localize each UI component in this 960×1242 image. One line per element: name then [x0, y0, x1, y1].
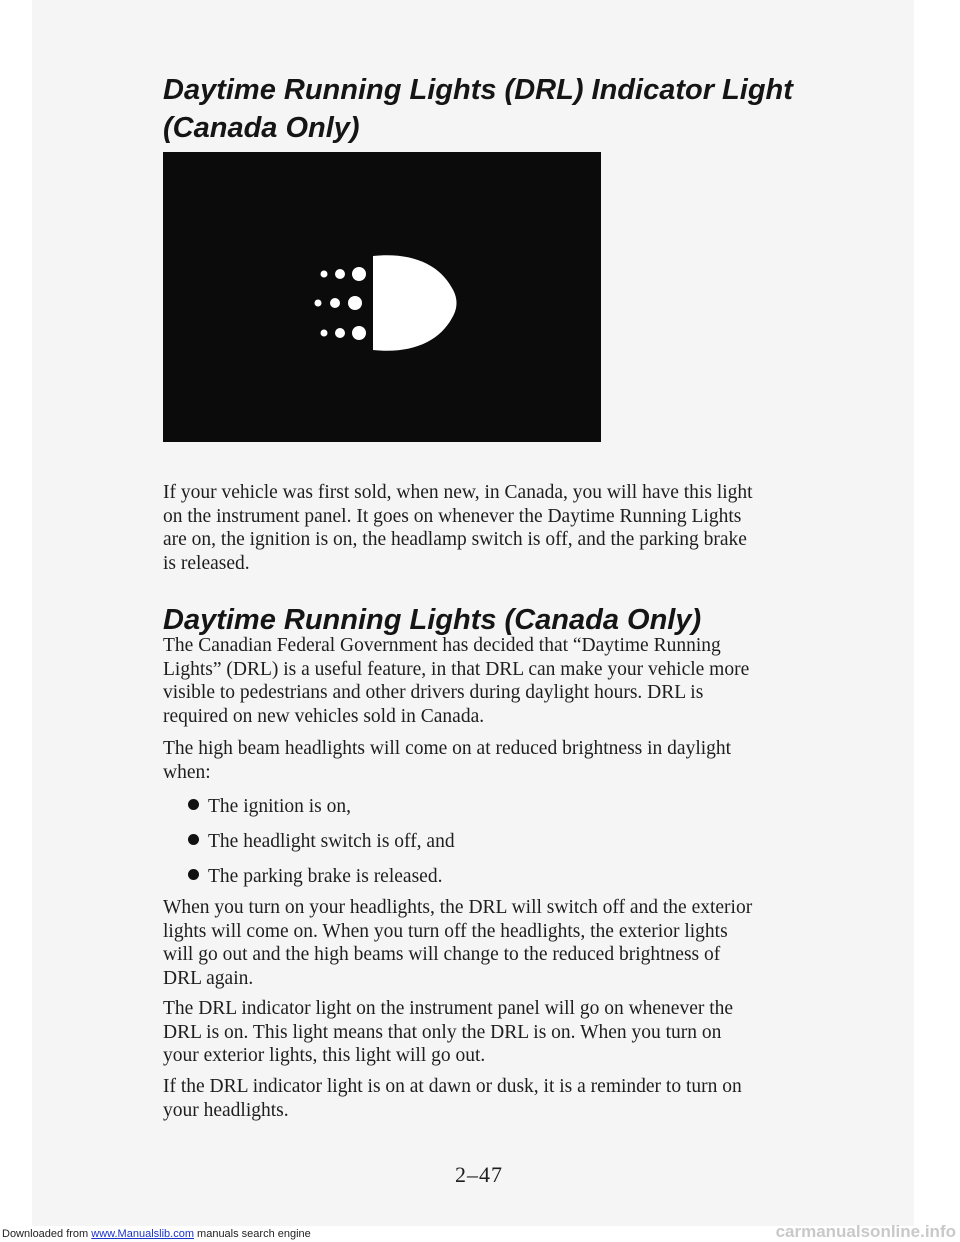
paragraph-federal-government: The Canadian Federal Government has decided that “Daytime Running Lights” (DRL) is a useful feature, in that DRL can make your vehicle more visible to pedestrians and other drivers during daylight hours. DRL is required on new vehicles sold in Canada.: [163, 635, 750, 727]
footer-prefix: Downloaded from: [2, 1228, 92, 1240]
manualslib-link[interactable]: www.Manualslib.com: [91, 1228, 194, 1240]
bullet-dot-icon: [188, 869, 199, 880]
intro-paragraph: If your vehicle was first sold, when new, in Canada, you will have this light on the instrument panel. It goes on whenever the Daytime Running Lights are on, the ignition is on, the headlamp switch is off, and the parking brake is released.: [163, 482, 753, 574]
page-title-line-2: (Canada Only): [163, 112, 360, 144]
bullet-dot-icon: [188, 799, 199, 810]
drl-indicator-figure: [163, 152, 601, 442]
footer-suffix: manuals search engine: [193, 1228, 311, 1240]
bullet-item: The parking brake is released.: [188, 865, 442, 889]
section-heading: Daytime Running Lights (Canada Only): [163, 604, 702, 636]
paragraph-dawn-dusk: If the DRL indicator light is on at dawn or dusk, it is a reminder to turn on your headlights.: [163, 1076, 742, 1121]
paragraph-indicator-light: The DRL indicator light on the instrument panel will go on whenever the DRL is on. This light means that only the DRL is on. When you turn on your exterior lights, this light will go out.: [163, 998, 734, 1066]
bullet-item: The ignition is on,: [188, 795, 351, 819]
bullet-dot-icon: [188, 834, 199, 845]
bullet-item: The headlight switch is off, and: [188, 830, 455, 854]
paragraph-high-beams: The high beam headlights will come on at reduced brightness in daylight when:: [163, 738, 732, 783]
paragraph-headlights-on: When you turn on your headlights, the DRL will switch off and the exterior lights will come on. When you turn off the headlights, the exterior lights will go out and the high beams will change to the reduced brightness of DRL again.: [163, 897, 753, 989]
page-title-line-1: Daytime Running Lights (DRL) Indicator Light: [163, 74, 793, 106]
page-number: 2–47: [455, 1162, 503, 1187]
drl-indicator-icon: [163, 152, 601, 442]
watermark: carmanualsonline.info: [775, 1222, 956, 1241]
